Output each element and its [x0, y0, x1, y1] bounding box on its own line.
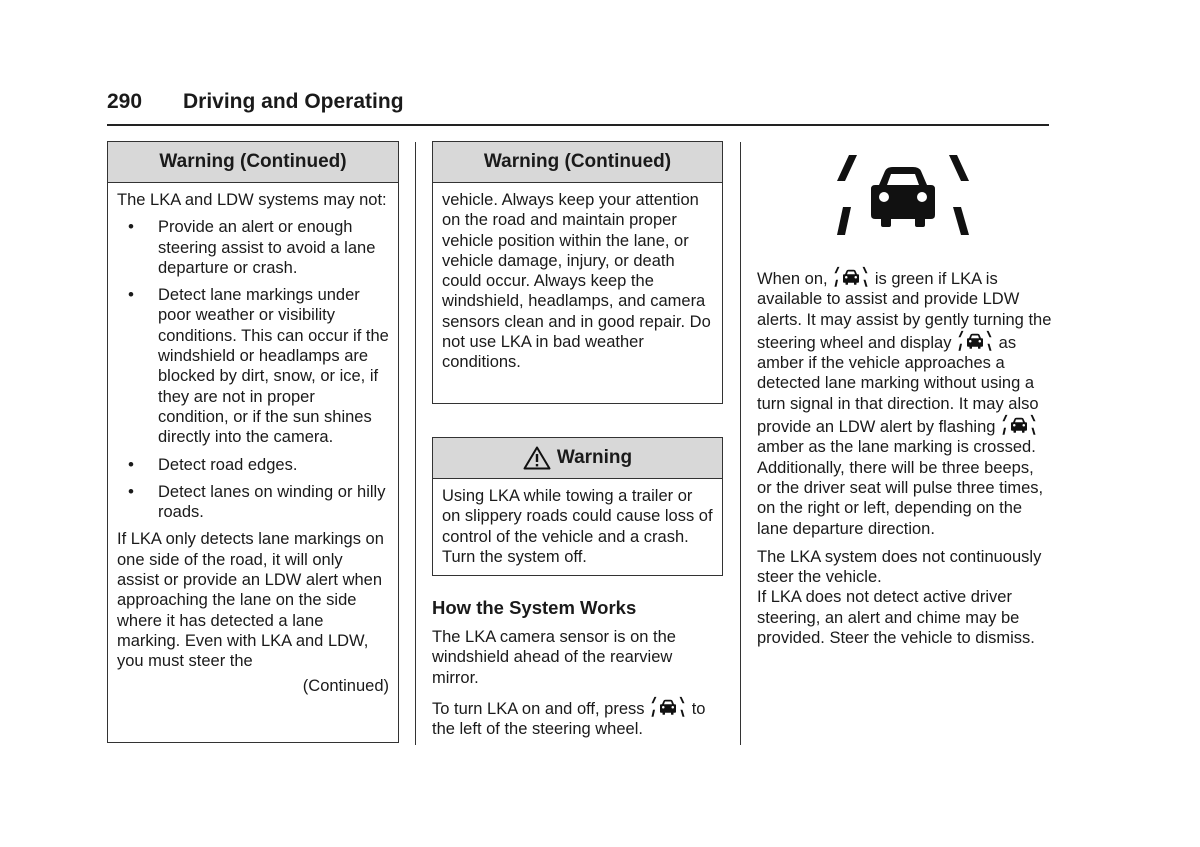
subheading: How the System Works	[432, 597, 637, 618]
page-header	[107, 88, 1049, 126]
paragraph: If LKA does not detect active driver steering, an alert and chime may be provided. Steer the vehicle to dismiss.	[757, 588, 1035, 648]
lane-keep-assist-icon	[958, 330, 992, 352]
text-run: as amber if the vehicle approaches a detected lane marking without using a turn signal in that direction. It may also provide an LDW alert by flashing	[757, 333, 1039, 437]
list-item: • Provide an alert or enough steering assist to avoid a lane departure or crash.	[117, 217, 389, 278]
list-item: • Detect road edges.	[117, 455, 389, 475]
section-title: Driving and Operating	[183, 90, 404, 113]
paragraph: The LKA camera sensor is on the windshield ahead of the rearview mirror.	[432, 628, 676, 687]
lane-keep-assist-icon	[1002, 414, 1036, 436]
body-text	[757, 266, 1052, 656]
body-text	[432, 627, 722, 747]
paragraph	[757, 266, 1052, 539]
text-run: To turn LKA on and off, press	[432, 699, 645, 718]
warning-box-continued	[107, 141, 399, 743]
warning-triangle-icon	[523, 446, 551, 470]
column-divider	[740, 142, 741, 745]
warning-intro: The LKA and LDW systems may not:	[117, 191, 387, 209]
paragraph: The LKA system does not continuously steer the vehicle.	[757, 547, 1042, 587]
lane-keep-assist-icon	[834, 266, 868, 288]
list-item: • Detect lane markings under poor weather or visibility conditions. This can occur if the windshield or headlamps are blocked by dirt, snow, or ice, if they are not in proper condition, or if the sun shines directly into the camera.	[117, 285, 389, 447]
warning-list	[117, 217, 389, 522]
text-run: amber as the lane marking is crossed. Additionally, there will be three beeps, or the driver seat will pulse three times, on the right or left, depending on the lane departure direction.	[757, 438, 1044, 538]
column-divider	[415, 142, 416, 745]
warning-title: Warning	[556, 447, 633, 468]
warning-paragraph: If LKA only detects lane markings on one side of the road, it will only assist or provide an LDW alert when approaching the lane on the side where it has detected a lane marking. Even with LKA and LDW, you must steer the	[117, 530, 384, 671]
lane-keep-assist-icon	[651, 696, 685, 718]
page-number: 290	[107, 90, 143, 113]
text-run: When on,	[757, 270, 828, 288]
warning-body: Using LKA while towing a trailer or on slippery roads could cause loss of control of the vehicle and a crash. Turn the system off.	[442, 487, 713, 566]
warning-title: Warning (Continued)	[433, 142, 722, 183]
warning-box	[432, 437, 723, 576]
text-run: to the left of the steering wheel.	[432, 699, 706, 739]
paragraph	[432, 696, 722, 740]
warning-title: Warning (Continued)	[108, 142, 398, 183]
lane-keep-assist-icon	[835, 155, 971, 237]
list-item: • Detect lanes on winding or hilly roads.	[117, 482, 389, 523]
continued-label: (Continued)	[302, 676, 389, 695]
warning-header	[433, 438, 722, 479]
warning-box-continued-2	[432, 141, 723, 404]
warning-body: vehicle. Always keep your attention on the road and maintain proper vehicle position within the lane, or vehicle damage, injury, or death could occur. Always keep the windshield, headlamps, and camera sensors clean and in good repair. Do not use LKA in bad weather conditions.	[442, 191, 711, 372]
text-run: is green if LKA is available to assist and provide LDW alerts. It may assist by gently turning the steering wheel and display	[757, 270, 1052, 352]
